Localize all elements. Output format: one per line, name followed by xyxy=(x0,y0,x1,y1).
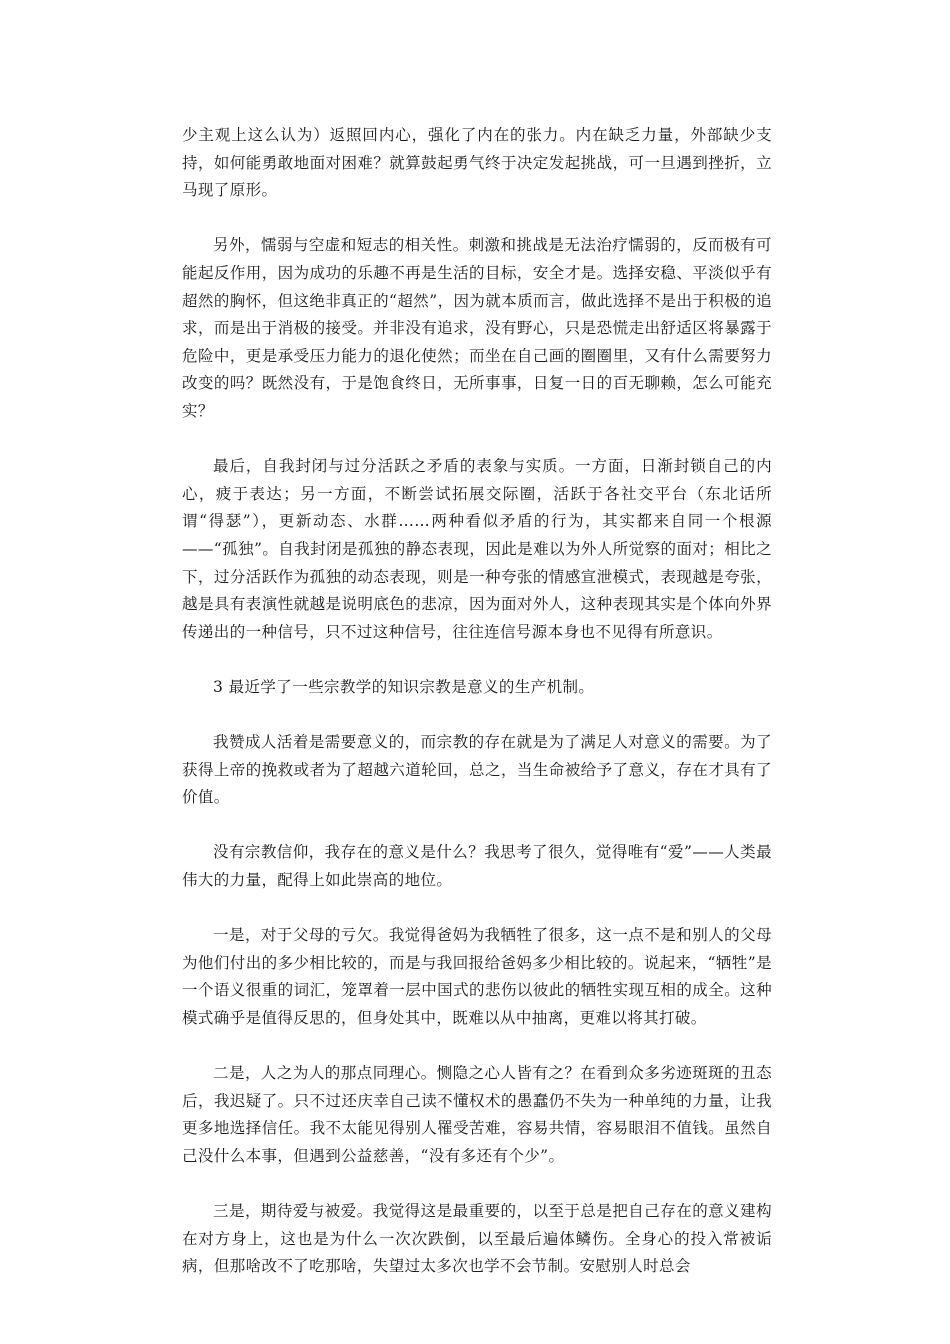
paragraph-love-meaning: 没有宗教信仰，我存在的意义是什么？我思考了很久，觉得唯有“爱”——人类最伟大的力量，配得上如此崇高的地位。 xyxy=(182,843,772,890)
paragraph-section-3-heading: 3 最近学了一些宗教学的知识宗教是意义的生产机制。 xyxy=(213,677,595,696)
paragraph-parents: 一是，对于父母的亏欠。我觉得爸妈为我牺牲了很多，这一点不是和别人的父母为他们付出的多少相比较的，而是与我回报给爸妈多少相比较的。说起来，“牺牲”是一个语义很重的词汇，笼罩着一层中国式的悲伤以彼此的牺牲实现互相的成全。这种模式确乎是值得反思的，但身处其中，既难以从中抽离，更难以将其打破。 xyxy=(182,926,772,1027)
document-page xyxy=(182,122,772,1309)
paragraph-empathy: 二是，人之为人的那点同理心。恻隐之心人皆有之？在看到众多劣迹斑斑的丑态后，我迟疑了。只不过还庆幸自己读不懂权术的愚蠢仍不失为一种单纯的力量，让我更多地选择信任。我不太能见得别人罹受苦难，容易共情，容易眼泪不值钱。虽然自己没什么本事，但遇到公益慈善，“没有多还有个少”。 xyxy=(182,1064,772,1165)
paragraph-continuation: 少主观上这么认为）返照回内心，强化了内在的张力。内在缺乏力量，外部缺少支持，如何能勇敢地面对困难？就算鼓起勇气终于决定发起挑战，可一旦遇到挫折，立马现了原形。 xyxy=(182,126,772,200)
paragraph-cowardice-emptiness: 另外，懦弱与空虚和短志的相关性。刺激和挑战是无法治疗懦弱的，反而极有可能起反作用，因为成功的乐趣不再是生活的目标，安全才是。选择安稳、平淡似乎有超然的胸怀，但这绝非真正的“超然”，因为就本质而言，做此选择不是出于积极的追求，而是出于消极的接受。并非没有追求，没有野心，只是恐慌走出舒适区将暴露于危险中，更是承受压力能力的退化使然；而坐在自己画的圈圈里，又有什么需要努力改变的吗？既然没有，于是饱食终日，无所事事，日复一日的百无聊赖，怎么可能充实？ xyxy=(182,236,772,420)
paragraph-isolation-activity: 最后，自我封闭与过分活跃之矛盾的表象与实质。一方面，日渐封锁自己的内心，疲于表达；另一方面，不断尝试拓展交际圈，活跃于各社交平台（东北话所谓“得瑟”），更新动态、水群……两种看似矛盾的行为，其实都来自同一个根源——“孤独”。自我封闭是孤独的静态表现，因此是难以为外人所觉察的面对；相比之下，过分活跃作为孤独的动态表现，则是一种夸张的情感宣泄模式，表现越是夸张，越是具有表演性就越是说明底色的悲凉，因为面对外人，这种表现其实是个体向外界传递出的一种信号，只不过这种信号，往往连信号源本身也不见得有所意识。 xyxy=(182,457,772,641)
paragraph-love-expectation: 三是，期待爱与被爱。我觉得这是最重要的，以至于总是把自己存在的意义建构在对方身上，这也是为什么一次次跌倒，以至最后遍体鳞伤。全身心的投入常被诟病，但那啥改不了吃那啥，失望过太多次也学不会节制。安慰别人时总会 xyxy=(182,1202,772,1276)
paragraph-religion-meaning: 我赞成人活着是需要意义的，而宗教的存在就是为了满足人对意义的需要。为了获得上帝的挽救或者为了超越六道轮回，总之，当生命被给予了意义，存在才具有了价值。 xyxy=(182,733,772,807)
